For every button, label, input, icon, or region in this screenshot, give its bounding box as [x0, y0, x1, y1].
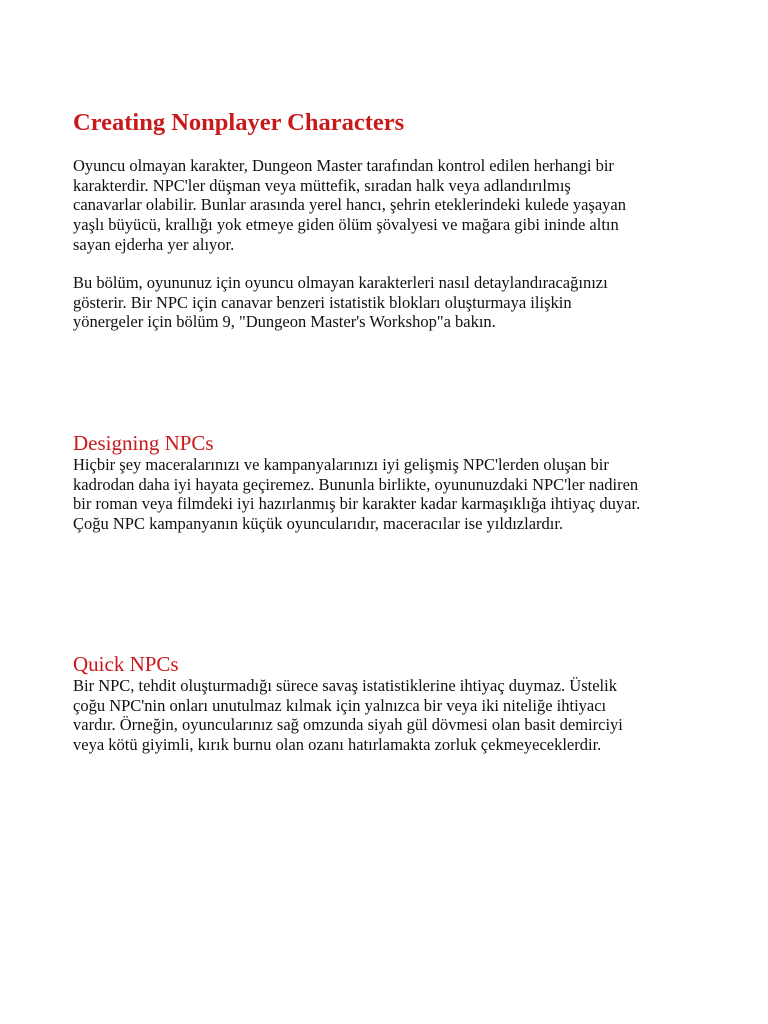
section-heading-quick-npcs: Quick NPCs — [73, 652, 179, 676]
text-line: yaşlı büyücü, krallığı yok etmeye giden ölüm şövalyesi ve mağara gibi ininde altın — [73, 215, 619, 235]
text-line: sayan ejderha yer alıyor. — [73, 234, 235, 254]
text-line: çoğu NPC'nin onları unutulmaz kılmak için yalnızca bir veya iki niteliğe ihtiyacı — [73, 695, 607, 715]
intro-paragraph-1 — [73, 156, 703, 255]
text-line: Bir NPC, tehdit oluşturmadığı sürece savaş istatistiklerine ihtiyaç duymaz. Üstelik — [73, 676, 617, 695]
text-line: Çoğu NPC kampanyanın küçük oyuncularıdır, maceracılar ise yıldızlardır. — [73, 514, 564, 534]
text-line: Oyuncu olmayan karakter, Dungeon Master tarafından kontrol edilen herhangi bir — [73, 156, 614, 175]
text-line: Bu bölüm, oyununuz için oyuncu olmayan karakterleri nasıl detaylandıracağınızı — [73, 273, 608, 292]
quick-npcs-paragraph — [73, 676, 703, 755]
document-title: Creating Nonplayer Characters — [73, 109, 405, 136]
text-line: canavarlar olabilir. Bunlar arasında yerel hancı, şehrin eteklerindeki kulede yaşayan — [73, 195, 626, 215]
section-heading-designing-npcs: Designing NPCs — [73, 431, 214, 455]
text-line: Hiçbir şey maceralarınızı ve kampanyalarınızı iyi gelişmiş NPC'lerden oluşan bir — [73, 455, 609, 474]
text-line: karakterdir. NPC'ler düşman veya müttefik, sıradan halk veya adlandırılmış — [73, 175, 571, 195]
text-line: gösterir. Bir NPC için canavar benzeri istatistik blokları oluşturmaya ilişkin — [73, 292, 572, 312]
text-line: bir roman veya filmdeki iyi hazırlanmış bir karakter kadar karmaşıklığa ihtiyaç duyar. — [73, 494, 641, 514]
intro-paragraph-2 — [73, 273, 703, 332]
text-line: kadrodan daha iyi hayata geçiremez. Bununla birlikte, oyununuzdaki NPC'ler nadiren — [73, 474, 639, 494]
text-line: veya kötü giyimli, kırık burnu olan ozanı hatırlamakta zorluk çekmeyeceklerdir. — [73, 735, 602, 755]
text-line: yönergeler için bölüm 9, "Dungeon Master's Workshop"a bakın. — [73, 312, 496, 332]
designing-npcs-paragraph — [73, 455, 703, 534]
text-line: vardır. Örneğin, oyuncularınız sağ omzunda siyah gül dövmesi olan basit demirciyi — [73, 715, 623, 735]
